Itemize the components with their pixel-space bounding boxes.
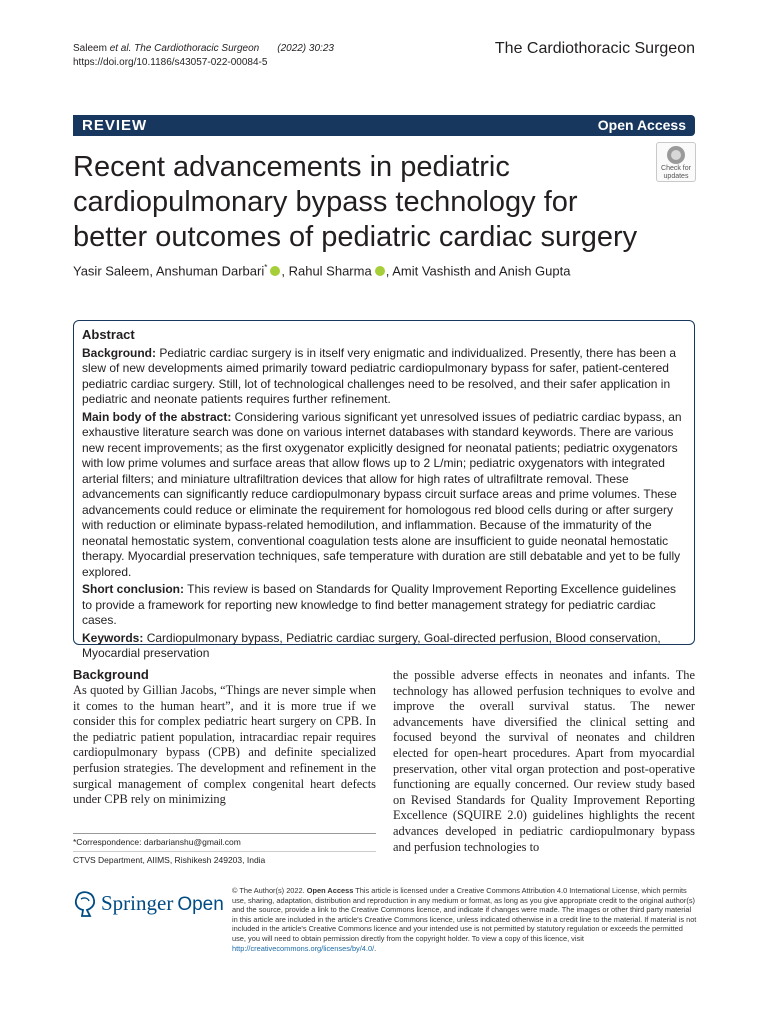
article-type-label: REVIEW (82, 117, 148, 134)
springer-horse-icon (73, 890, 97, 918)
copyright-text: © The Author(s) 2022. (232, 886, 307, 895)
abstract-background (82, 346, 686, 408)
license-text: This article is licensed under a Creative Commons Attribution 4.0 International License, which permits use, sharing, adaptation, distribution and reproduction in any medium or format, as long as you give appropriate credit to the original author(s) and the source, provide a link to the Creative Commons licence, and indicate if changes were made. The images or other third party material in this article are included in the article's Creative Commons licence, unless indicated otherwise in a credit line to the material. If material is not included in the article's Creative Commons licence and your intended use is not permitted by statutory regulation or exceeds the permitted use, you will need to obtain permission directly from the copyright holder. To view a copy of this licence, visit (232, 886, 697, 943)
cite-year: (2022) 30:23 (277, 43, 334, 54)
conclusion-label: Short conclusion: (82, 582, 184, 596)
keywords-label: Keywords: (82, 630, 144, 645)
abstract-box (73, 320, 695, 660)
article-title: Recent advancements in pediatric cardiopulmonary bypass technology for better outcomes of pediatric cardiac surgery (73, 151, 638, 253)
license-open-access: Open Access (306, 886, 354, 895)
license-notice (232, 886, 697, 953)
publisher-name (101, 891, 224, 916)
author-list (73, 263, 570, 278)
journal-name: The Cardiothoracic Surgeon (494, 40, 695, 57)
corresponding-mark: * (264, 263, 268, 272)
abstract-keywords (82, 631, 686, 662)
cite-etal: et al. (109, 43, 132, 54)
doi-link[interactable]: https://doi.org/10.1186/s43057-022-00084-5 (73, 57, 268, 68)
body-left-column (73, 666, 376, 808)
author-names-3: , Amit Vashisth and Anish Gupta (385, 263, 571, 279)
orcid-icon[interactable] (270, 266, 280, 276)
section-heading: Background (73, 667, 149, 682)
main-body-text: Considering various significant yet unresolved issues of pediatric cardiac bypass, an exhaustive literature search was done on various internet databases with standard keywords. There are various new recent improvements; as the first oxygenator explicitly designed for neonatal patients; pediatric oxygenators with low prime volumes and surface areas that allow flows up to 2 L/min; pediatric oxygenators with integrated arterial filters; and miniature ultrafiltration devices that allow for high rates of ultrafiltrate removal. These advancements can significantly reduce cardiopulmonary bypass circuit surface areas and prime volumes. These advancements could reduce or eliminate the requirement for homologous red blood cells during or after surgery with reduction or eliminate bypass-related hemodilution, and inflammation. Because of the immaturity of the neonatal hemostatic system, conventional coagulation tests alone are insufficient to guide neonatal hemostatic therapy. Myocardial preservation techniques, safe temperature with duration are still debatable and yet to be fully explored. (82, 409, 682, 579)
open-access-label: Open Access (597, 117, 686, 133)
affiliation-footnote: CTVS Department, AIIMS, Rishikesh 249203, India (73, 855, 266, 865)
body-right-column: the possible adverse effects in neonates and infants. The technology has allowed perfusion techniques to evolve and improve the overall survival status. The newer advancements have diversified the clinical setting and focused beyond the survival of neonates and children elected for open-heart procedures. Apart from myocardial preservation, other vital organ protection and post-operative functioning are equally concerned. Our review study based on Revised Standards for Quality Improvement Reporting Excellence (SQUIRE 2.0) guidelines highlights the recent advances developed in pediatric cardiopulmonary bypass and perfusion technologies to (393, 668, 695, 854)
author-names-1: Yasir Saleem, Anshuman Darbari (73, 263, 265, 279)
footnote-divider (73, 833, 376, 834)
abstract-heading: Abstract (82, 327, 135, 342)
cite-journal: The Cardiothoracic Surgeon (131, 43, 260, 54)
main-body-label: Main body of the abstract: (82, 409, 232, 424)
open-text: Open (177, 894, 224, 915)
check-updates-icon (667, 146, 685, 164)
keywords-text: Cardiopulmonary bypass, Pediatric cardiac surgery, Goal-directed perfusion, Blood conservation, Myocardial preservation (82, 630, 661, 660)
background-label: Background: (82, 345, 157, 360)
citation-header (73, 42, 334, 70)
springer-text: Springer (101, 891, 174, 915)
cite-authors: Saleem (73, 43, 110, 54)
check-for-updates-button[interactable] (656, 142, 696, 182)
footnote-divider-2 (73, 851, 376, 852)
springer-open-logo (73, 890, 223, 918)
author-names-2: , Rahul Sharma (281, 263, 372, 279)
background-text: Pediatric cardiac surgery is in itself very enigmatic and individualized. Presently, there has been a slew of new developments aimed primarily toward pediatric cardiopulmonary bypass for safer, patient-centered pediatric cardiac surgery. Still, lot of technological challenges need to be resolved, and their safer application in pediatric and neonate patients requires further refinement. (82, 345, 677, 406)
license-end: . (374, 943, 377, 953)
check-updates-line1: Check for (661, 165, 691, 172)
abstract-conclusion (82, 582, 686, 629)
license-link[interactable]: http://creativecommons.org/licenses/by/4.0/ (232, 943, 375, 953)
abstract-main-body (82, 410, 686, 581)
conclusion-text: This review is based on Standards for Quality Improvement Reporting Excellence guidelines to provide a framework for reporting new knowledge to find better management strategy for pediatric cardiac cases. (82, 582, 677, 627)
orcid-icon[interactable] (375, 266, 385, 276)
body-left-text: As quoted by Gillian Jacobs, “Things are never simple when it comes to the human heart”, and it is more true if we consider this for complex pediatric heart surgery on CPB. In the pediatric patient population, intracardiac repair requires cardiopulmonary bypass (CPB) and definite specialized perfusion strategies. The development and refinement in the surgical management of complex congenital heart defects under CPB rely on minimizing (73, 683, 376, 807)
check-updates-line2: updates (663, 173, 689, 180)
correspondence-footnote: *Correspondence: darbarianshu@gmail.com (73, 837, 241, 847)
